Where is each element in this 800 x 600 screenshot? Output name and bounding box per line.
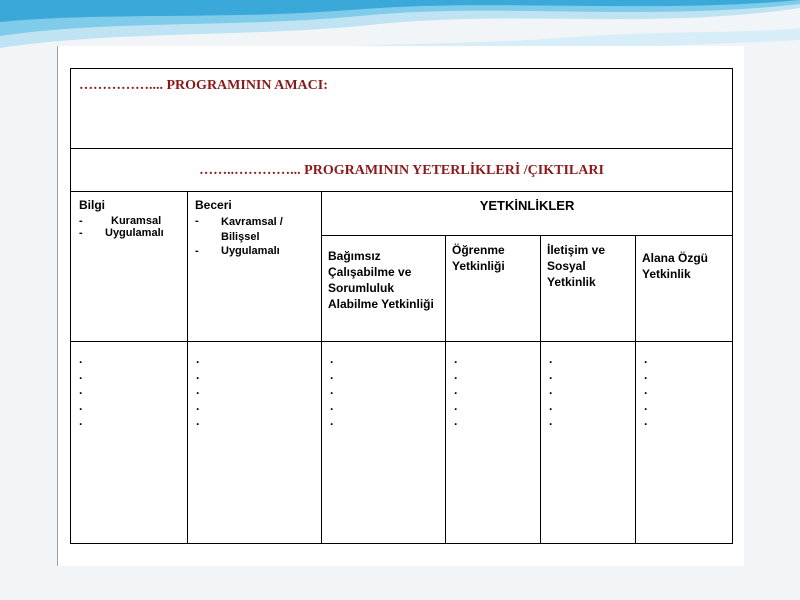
knowledge-entries-cell — [71, 342, 188, 544]
knowledge-list — [79, 215, 187, 239]
bullet-list: . . . . . — [330, 352, 334, 428]
skill-header-cell — [188, 192, 322, 342]
program-outcomes-title: ……..…………... PROGRAMININ YETERLİKLERİ /ÇIKTILARI — [199, 163, 604, 178]
communication-entries-cell — [541, 342, 636, 544]
field-specific-entries-cell — [636, 342, 733, 544]
competency-learning: Öğrenme Yetkinliği — [446, 236, 541, 342]
list-item: - Uygulamalı — [79, 227, 164, 239]
learning-entries-cell — [446, 342, 541, 544]
slide-panel — [57, 46, 744, 566]
skill-label: Beceri — [195, 198, 232, 212]
program-outcomes-cell — [71, 149, 733, 192]
bullet-list: . . . . . — [549, 352, 553, 428]
list-item: - Uygulamalı — [195, 245, 280, 257]
list-item: - Kavramsal / Bilişsel — [195, 215, 283, 243]
competencies-header: YETKİNLİKLER — [322, 192, 733, 236]
competency-communication: İletişim ve Sosyal Yetkinlik — [541, 236, 636, 342]
program-table — [70, 68, 733, 544]
skill-list — [195, 215, 321, 257]
program-aim-title: …………….... PROGRAMININ AMACI: — [79, 78, 328, 93]
competency-independent-work: Bağımsız Çalışabilme ve Sorumluluk Alabilme Yetkinliği — [322, 236, 446, 342]
bullet-list: . . . . . — [196, 352, 200, 428]
bullet-list: . . . . . — [454, 352, 458, 428]
knowledge-label: Bilgi — [79, 198, 105, 212]
competency-field-specific: Alana Özgü Yetkinlik — [636, 236, 733, 342]
list-item: - Kuramsal — [79, 215, 162, 227]
skill-entries-cell — [188, 342, 322, 544]
bullet-list: . . . . . — [79, 352, 83, 428]
bullet-list: . . . . . — [644, 352, 648, 428]
knowledge-header-cell — [71, 192, 188, 342]
program-aim-cell — [71, 69, 733, 149]
independent-work-entries-cell — [322, 342, 446, 544]
